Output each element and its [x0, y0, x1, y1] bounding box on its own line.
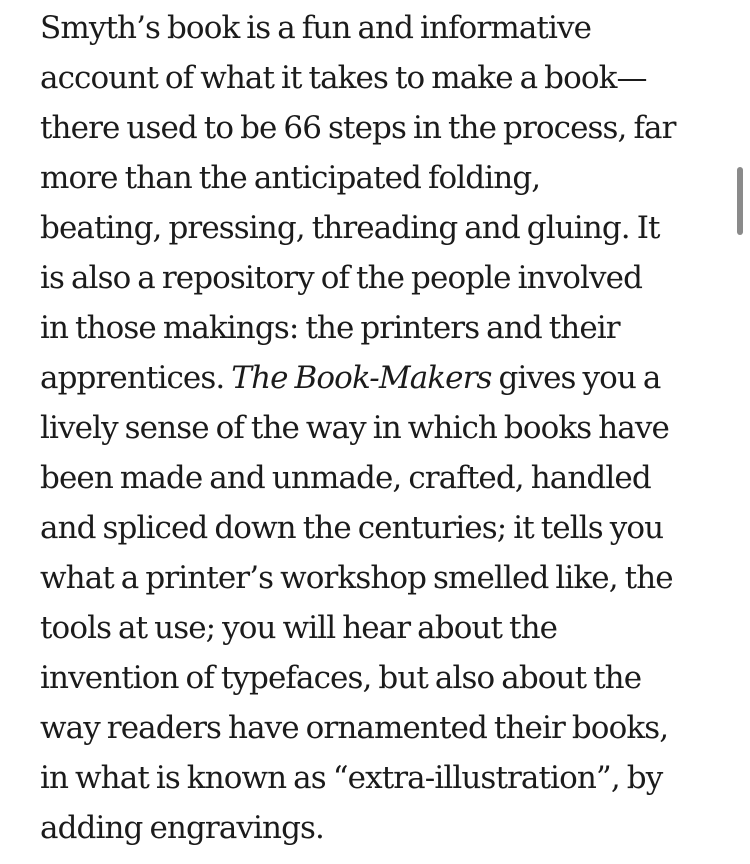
book-title: The Book-Makers — [231, 360, 492, 396]
text-line: Smyth’s book is a fun and informative — [40, 10, 592, 46]
text-line: and spliced down the centuries; it tells you — [40, 510, 664, 546]
scrollbar-thumb[interactable] — [737, 167, 743, 235]
text-line: there used to be 66 steps in the process, far — [40, 110, 676, 146]
text-line: in those makings: the printers and their — [40, 310, 620, 346]
text-line: what a printer’s workshop smelled like, the — [40, 560, 673, 596]
line-text: apprentices. — [40, 360, 232, 396]
article-body — [40, 0, 720, 853]
text-line: beating, pressing, threading and gluing. It — [40, 210, 660, 246]
text-line: lively sense of the way in which books have — [40, 410, 669, 446]
text-line: is also a repository of the people involved — [40, 260, 643, 296]
text-line: invention of typefaces, but also about the — [40, 660, 642, 696]
text-line: more than the anticipated folding, — [40, 160, 541, 196]
text-line: tools at use; you will hear about the — [40, 610, 558, 646]
text-line: in what is known as “extra-illustration”, by — [40, 760, 663, 796]
text-line — [40, 353, 720, 403]
text-line: adding engravings. — [40, 810, 325, 846]
text-line: way readers have ornamented their books, — [40, 710, 669, 746]
text-line: account of what it takes to make a book— — [40, 60, 647, 96]
paragraph — [40, 0, 720, 853]
line-text: gives you a — [491, 360, 661, 396]
text-line: been made and unmade, crafted, handled — [40, 460, 651, 496]
